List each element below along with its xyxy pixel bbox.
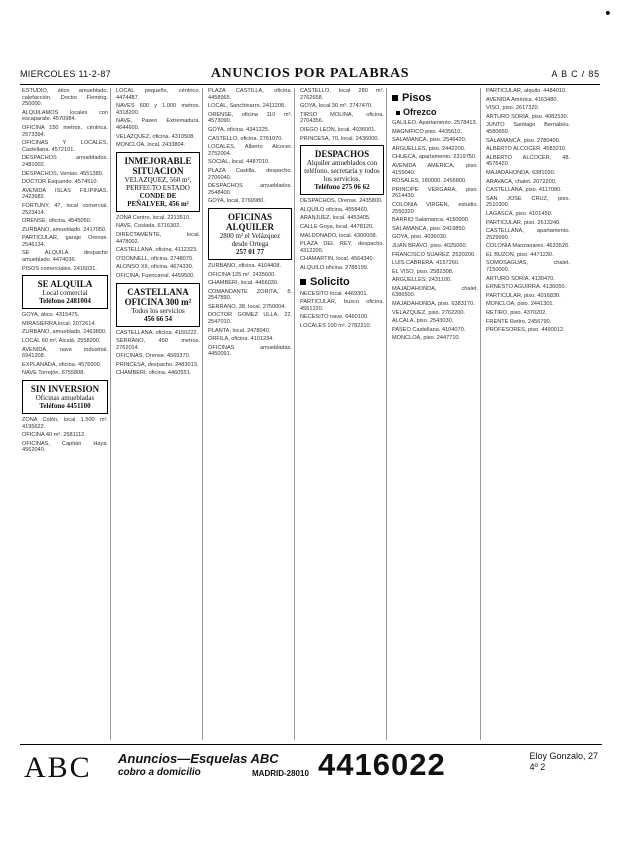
subsection-heading-ofrezco: [396, 107, 478, 117]
classified-ad: ESTUDIO, ático amueblado, calefacción. Doctor Fleming. 250000.: [22, 88, 108, 108]
box-phone: Teléfono 2481004: [39, 297, 91, 306]
classified-ad: MAJADAHONDA, chalet. 6386500.: [392, 285, 478, 299]
column-2: [114, 88, 203, 740]
section-label: Pisos: [402, 92, 432, 104]
classified-ad: CASTELLANA, oficina. 4112323.: [116, 247, 198, 254]
classified-ad: MAJADAHONDA, piso. 6383170.: [392, 301, 475, 308]
classified-ad: OFICINA 40 m². 2581112.: [22, 432, 86, 439]
ad-box-despachos: [300, 145, 384, 195]
classified-ad: FRENTE Retiro. 2456790.: [486, 318, 552, 325]
classified-ad: ORFILA, oficina. 4101234.: [208, 336, 274, 343]
classified-ad: CASTELLANA, oficina. 4150222.: [116, 329, 199, 336]
classified-ad: ALQUILO oficina. 2788199.: [300, 264, 369, 271]
classified-ad: ARGUELLES, piso. 2442200.: [392, 145, 466, 152]
box-title: INMEJORABLE SITUACION: [124, 155, 192, 176]
classified-ad: SALAMANCA, piso. 2546420.: [392, 137, 467, 144]
classified-ad: CASTELLANA, piso. 4117080.: [486, 187, 562, 194]
classified-ad: MAGNIFICO piso. 4435610.: [392, 128, 462, 135]
classified-ad: ROSALES, 180000. 2456800.: [392, 178, 467, 185]
classified-ad: ALQUILAMOS locales con escaparate. 4570984.: [22, 109, 108, 123]
column-4: [298, 88, 387, 740]
box-text: Local comercial: [42, 289, 88, 298]
classified-ad: SERRANO, 38, local. 2750004.: [208, 303, 287, 310]
classified-ad: SOMOSAGUAS, chalet. 7150000.: [486, 260, 570, 274]
classified-ad: CASTELLO, local 280 m². 2762658.: [300, 88, 384, 101]
classified-ad: GOYA, local. 2769980.: [208, 198, 265, 205]
classified-ad: PLAZA CASTILLA, oficina. 4458965.: [208, 88, 292, 101]
classified-ad: LAGASCA, piso. 4101450.: [486, 210, 553, 217]
classified-ad: GOYA, local 30 m². 2747470.: [300, 103, 373, 110]
classified-ad: OFICINAS, Capitán Haya. 4562040.: [22, 440, 108, 454]
classified-ad: ARTURO SORIA. 4130470.: [486, 275, 555, 282]
classified-ad: SERRANO, 450 metros. 2762014.: [116, 338, 200, 351]
box-title: SE ALQUILA: [37, 279, 93, 290]
classified-ad: DIRECTAMENTE, local. 4478002.: [116, 231, 200, 245]
classified-ad: CHAMBERI, local. 4466030.: [208, 280, 279, 287]
classified-ad: ORENSE, oficina. 4545050.: [22, 218, 92, 225]
classified-ad: TIRSO MOLINA, oficina. 2704356.: [300, 111, 384, 125]
classified-ad: SE ALQUILA despacho amueblado. 4474036.: [22, 250, 108, 264]
footer-title: Anuncios—Esquelas ABC: [118, 751, 279, 766]
classified-ad: JUAN BRAVO, piso. 4025060.: [392, 242, 468, 249]
classified-ad: AVENIDA América. 4163480.: [486, 96, 559, 103]
classified-ad: DESPACHOS, Orense. 2435800.: [300, 198, 383, 205]
box-text: 2800 m² el Velázquez desde Ortega: [219, 231, 281, 248]
classified-ad: NECESITO local. 4469301.: [300, 290, 368, 297]
classified-ad: PRINCIPE VERGARA, piso. 2614430.: [392, 186, 478, 200]
classified-ad: ZURBANO, amueblado. 2463800.: [22, 329, 107, 336]
column-3: [206, 88, 295, 740]
classified-ad: RETIRO, piso. 4370202.: [486, 310, 547, 317]
classified-ad: DESPACHOS, Ventas. 4551380.: [22, 170, 104, 177]
box-subtitle: CONDE DE PEÑALVER, 456 m²: [127, 191, 189, 208]
ad-box-sin-inversion: [22, 380, 108, 414]
classified-ad: CASTELLANA, apartamento. 2529990.: [486, 228, 570, 241]
box-phone: 456 66 54: [144, 314, 172, 323]
classified-ad: EL VISO, piso. 2582308.: [392, 268, 454, 275]
ad-box-inmejorable: [116, 152, 200, 212]
header-date: MIERCOLES 11-2-87: [20, 69, 111, 79]
footer-address: [529, 751, 598, 773]
classified-ad: CALLE Goya, local. 4478120.: [300, 223, 374, 230]
classified-ad: PLAZA Castilla, despacho. 2706040.: [208, 167, 292, 181]
classified-ad: LOCALES 100 m². 2782210.: [300, 322, 372, 329]
classified-ad: COLONIA Manzanares. 4633520.: [486, 243, 570, 250]
header-page-number: A B C / 85: [551, 69, 600, 79]
classified-ad: MONCLOA, piso. 2441301.: [486, 301, 555, 308]
classified-ad: MIRASIERRA local. 2072614.: [22, 320, 96, 327]
classified-ad: ARAVACA, chalet. 2072200.: [486, 178, 557, 185]
classified-ad: VELAZQUEZ, oficina. 4310508.: [116, 133, 195, 140]
classified-ad: GOYA, oficina. 4341225.: [208, 126, 270, 133]
classified-ad: OFICINA, Fuencarral. 4459500.: [116, 272, 195, 279]
classified-ad: AVENIDA AMERICA, piso. 4155040.: [392, 162, 478, 176]
classified-ad: OFICINAS, Orense. 4569370.: [116, 353, 191, 360]
page-title: ANUNCIOS POR PALABRAS: [210, 66, 410, 81]
classified-ad: ARGUELLES. 2431100.: [392, 277, 452, 284]
classified-ad: OFICINA 125 m². 2435600.: [208, 271, 276, 278]
classified-ad: SOCIAL, local. 4487010.: [208, 159, 270, 166]
box-title: CASTELLANA OFICINA 300 m²: [124, 286, 192, 307]
column-6: [484, 88, 572, 740]
classified-ad: CASTELLO, oficina. 2761070.: [208, 135, 283, 142]
classified-ad: CHAMBERI, oficina. 4460551.: [116, 370, 192, 377]
classified-ad: CHAMARTIN, local. 4564340.: [300, 256, 375, 263]
section-label: Solicito: [310, 275, 350, 288]
classified-ad: VISO, piso. 2617320.: [486, 105, 540, 112]
column-5: [390, 88, 481, 740]
section-heading-solicito: [300, 276, 384, 288]
classified-ad: SAN JOSE CRUZ, piso. 2510300.: [486, 195, 570, 209]
box-text: Alquiler amueblados con teléfono, secretaria y todos los servicios.: [304, 159, 380, 184]
ad-box-oficinas-alquiler: [208, 208, 292, 260]
classified-ad: LOCAL 60 m², Alcalá. 2558200.: [22, 338, 101, 345]
box-phone: Teléfono 275 06 62: [314, 183, 370, 192]
ad-box-se-alquila: [22, 275, 108, 309]
classified-ad: ZONA Centro, local. 2213510.: [116, 214, 191, 221]
classified-ad: ORENSE, oficina 110 m². 4573090.: [208, 111, 292, 125]
classified-ad: DESPACHOS amueblados. 2481002.: [22, 155, 108, 168]
classified-ad: MALDONADO, local. 4300008.: [300, 232, 378, 239]
column-1: [20, 88, 111, 740]
box-title: OFICINAS ALQUILER: [225, 211, 274, 232]
footer-phone: 4416022: [318, 747, 446, 782]
classified-ad: BARRIO Salamanca. 4150000.: [392, 217, 470, 224]
box-title: SIN INVERSION: [30, 384, 100, 394]
classified-ad: PISOS comerciales. 2416031.: [22, 265, 97, 272]
classified-ad: OFICINA 150 metros, céntrica. 2573394.: [22, 124, 108, 138]
ad-box-castellana: [116, 283, 200, 327]
classified-ad: PARTICULAR, alquilo. 4484010.: [486, 88, 567, 94]
classified-ad: MONCLOA, piso. 2447710.: [392, 335, 461, 342]
classified-ad: ALBERTO ALCOCER. 4583210.: [486, 146, 567, 153]
classified-ad: DESPACHOS amueblados. 2548400.: [208, 183, 292, 196]
classified-ad: ALBERTO ALCOCER, 48. 4576420.: [486, 154, 570, 168]
box-text: Todos los servicios: [131, 306, 185, 315]
ads-list-6: [484, 88, 572, 334]
classified-ad: ARANJUEZ, local. 4453405.: [300, 215, 371, 222]
ads-list-2b: [114, 215, 202, 280]
classified-ad: FRANCISCO SUAREZ. 2520200.: [392, 251, 476, 258]
bullet-square-icon: [392, 95, 398, 101]
box-phone: Teléfono 4451100: [39, 402, 91, 410]
classified-ad: NAVES 600 y 1.000 metros. 4318200.: [116, 103, 200, 116]
classified-ad: AVENIDA, nave industrial. 6941208.: [22, 346, 108, 360]
classified-ad: MONCLOA, local. 2433804.: [116, 142, 186, 149]
classified-ad: O'DONNELL, oficina. 2748070.: [116, 255, 194, 262]
ads-list-1a: [20, 88, 110, 272]
address-line-2: 4º 2: [529, 762, 546, 772]
ads-list-4b: [298, 198, 386, 271]
classified-ad: COLONIA VIRGEN, estudio. 2550320.: [392, 201, 478, 215]
classified-ad: PARTICULAR, busco oficina. 4561220.: [300, 299, 384, 312]
box-title: DESPACHOS: [314, 149, 370, 160]
ads-list-3a: [206, 88, 294, 205]
classified-ad: PARTICULAR, garaje Orense. 2546134.: [22, 235, 108, 248]
classified-ad: ZURBANO, amueblado. 2417050.: [22, 226, 107, 233]
classified-ad: PRINCESA, despacho. 2483013.: [116, 361, 199, 368]
classified-ad: ERNESTO AGUIRRA. 4136050.: [486, 284, 567, 291]
ads-list-3b: [206, 263, 294, 358]
classified-ad: DIEGO LEON, local. 4036001.: [300, 126, 376, 133]
classified-ad: LOCALES, Alberto Alcocer. 2752004.: [208, 144, 292, 157]
classified-ad: LOCAL pequeño, céntrico. 4474487.: [116, 88, 200, 101]
classified-ad: PLANTA, local. 2478040.: [208, 327, 271, 334]
classified-ad: AVENIDA ISLAS FILIPINAS. 2423682.: [22, 187, 108, 201]
classified-ad: EL BUZON, piso. 4471230.: [486, 251, 554, 258]
classified-ad: NAVE, Coslada. 6716302.: [116, 223, 181, 230]
ads-list-4c: [298, 291, 386, 330]
section-heading-pisos: [392, 92, 478, 104]
box-text: Oficinas amuebladas: [35, 394, 95, 402]
classified-ad: DOCTOR GOMEZ ULLA, 22. 2547010.: [208, 312, 292, 326]
classified-ad: ALQUILO oficina. 4558460.: [300, 206, 369, 213]
classified-ad: MAJADAHONDA. 6381030.: [486, 169, 556, 176]
footer-city: MADRID-28010: [252, 769, 309, 778]
abc-logo: ABC: [24, 751, 92, 784]
classified-ad: JUNTO Santiago Bernabéu. 4580650.: [486, 122, 570, 135]
bullet-square-icon: [300, 279, 306, 285]
classified-columns: [20, 88, 602, 740]
classified-ad: PRINCESA, 70, local. 2436000.: [300, 135, 379, 142]
classified-ad: PARTICULAR, piso. 4016830.: [486, 292, 561, 299]
classified-ad: PLAZA DEL REY, despacho. 4312200.: [300, 241, 384, 254]
classified-ad: ZONA Colón, local 1.500 m². 4195622.: [22, 417, 108, 430]
ads-list-1b: [20, 312, 110, 377]
classified-ad: PARTICULAR, piso. 2613240.: [486, 219, 561, 226]
box-text: VELAZQUEZ, 560 m², PERFECTO ESTADO: [124, 175, 192, 192]
classified-ad: OFICINAS amuebladas. 4450091.: [208, 344, 292, 358]
header-rule: [20, 84, 600, 85]
ads-list-2a: [114, 88, 202, 149]
classified-ad: NAVE Torrejón. 6755808.: [22, 370, 85, 377]
classified-ad: NECESITO nave. 6460100.: [300, 314, 369, 321]
classified-ad: SALAMANCA, piso. 2780400.: [486, 137, 561, 144]
ads-list-4a: [298, 88, 386, 142]
classified-ad: OFICINAS Y LOCALES, Castellana. 4572101.: [22, 140, 108, 153]
ads-list-5: [390, 120, 480, 342]
classified-ad: NAVE, Paseo Extremadura. 4644600.: [116, 118, 200, 131]
classified-ad: VELAZQUEZ, piso. 2762200.: [392, 309, 466, 316]
classified-ad: SALAMANCA, piso. 2419850.: [392, 225, 467, 232]
classified-ad: LOCAL, Sanchinarro. 2411208.: [208, 103, 286, 110]
ads-list-1c: [20, 417, 110, 454]
corner-mark: •: [603, 6, 612, 22]
subsection-label: Ofrezco: [403, 107, 437, 117]
address-line-1: Eloy Gonzalo, 27: [529, 751, 598, 761]
classified-ad: GOYA, ático. 4315475.: [22, 312, 80, 319]
classified-ad: FORTUNY, 47, local comercial. 2523414.: [22, 202, 108, 216]
classified-ad: DOCTOR Esquerdo. 4574510.: [22, 179, 99, 186]
classified-ad: COMANDANTE ZORITA, 8. 2547890.: [208, 288, 292, 302]
ads-list-2c: [114, 330, 202, 378]
classified-ad: LUIS CABRERA. 4157260.: [392, 260, 460, 267]
classified-ad: PROFESORES, piso. 4490012.: [486, 327, 565, 334]
classified-ad: PASEO Castellana. 4104070.: [392, 326, 466, 333]
classified-ad: EXPLANADA, oficina. 4576000.: [22, 361, 102, 368]
classified-ad: CHUECA, apartamento. 2319750.: [392, 154, 477, 161]
box-phone: 257 01 77: [236, 247, 264, 256]
classified-ad: GALILEO. Apartamento. 2578413.: [392, 120, 478, 126]
classified-ad: ALCALA, piso. 2543030.: [392, 318, 454, 325]
classified-ad: GOYA, piso. 4036030.: [392, 234, 448, 241]
bullet-square-icon: [396, 111, 400, 115]
page-header: [20, 66, 600, 82]
footer-subtitle: cobro a domicilio: [118, 767, 201, 778]
classified-ad: ZURBANO, oficina. 4104408.: [208, 262, 282, 269]
footer-banner: [20, 744, 602, 784]
classified-ad: ARTURO SORIA, piso. 4082530.: [486, 113, 569, 120]
classified-ad: ALONSO XII, oficina. 4674330.: [116, 264, 194, 271]
